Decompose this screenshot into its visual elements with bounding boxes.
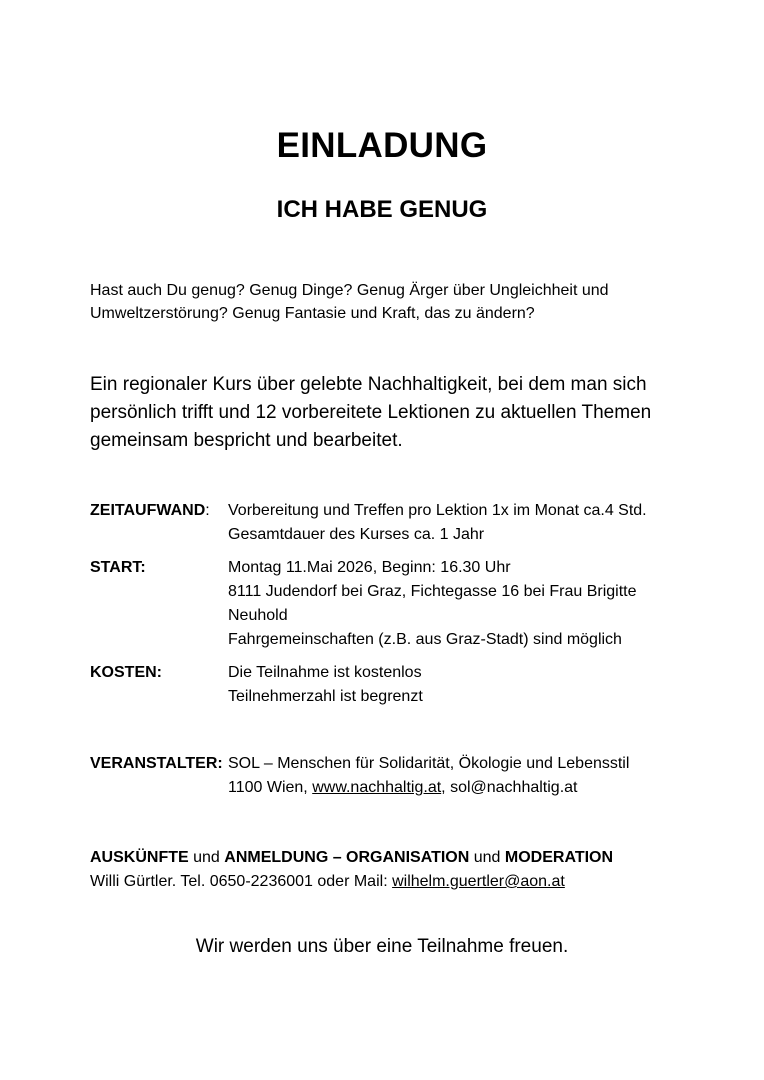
lead-line: persönlich trifft und 12 vorbereitete Lektionen zu aktuellen Themen <box>90 402 652 423</box>
contact-section <box>90 846 730 894</box>
intro-line: Umweltzerstörung? Genug Fantasie und Kraft, das zu ändern? <box>90 305 535 322</box>
contact-heading-part: AUSKÜNFTE <box>90 849 189 866</box>
contact-heading-part: ANMELDUNG – ORGANISATION <box>224 849 470 866</box>
website-link[interactable]: www.nachhaltig.at <box>312 779 442 796</box>
detail-value <box>228 499 728 547</box>
contact-phone-text: Willi Gürtler. Tel. 0650-2236001 oder Mail: <box>90 873 393 890</box>
closing-line: Wir werden uns über eine Teilnahme freuen. <box>195 936 569 957</box>
email-link[interactable]: wilhelm.guertler@aon.at <box>392 873 565 890</box>
detail-label: VERANSTALTER: <box>90 755 223 772</box>
detail-value <box>228 752 728 800</box>
lead-line: gemeinsam bespricht und bearbeitet. <box>90 430 403 451</box>
detail-line: Neuhold <box>228 607 288 624</box>
contact-heading-connector: und <box>188 849 225 866</box>
detail-line: Fahrgemeinschaften (z.B. aus Graz-Stadt) sind möglich <box>228 631 622 648</box>
detail-label: START: <box>90 559 146 576</box>
page-subtitle: ICH HABE GENUG <box>276 196 488 223</box>
detail-line: Vorbereitung und Treffen pro Lektion 1x im Monat ca.4 Std. <box>228 502 647 519</box>
contact-heading <box>90 846 730 870</box>
detail-value <box>228 661 728 709</box>
intro-line: Hast auch Du genug? Genug Dinge? Genug Ärger über Ungleichheit und <box>90 282 609 299</box>
detail-line: Die Teilnahme ist kostenlos <box>228 664 422 681</box>
detail-line <box>228 776 728 800</box>
contact-line <box>90 870 730 894</box>
contact-heading-connector: und <box>469 849 505 866</box>
contact-heading-part: MODERATION <box>504 849 614 866</box>
detail-label-colon: : <box>205 502 210 519</box>
email-text: , sol@nachhaltig.at <box>441 779 578 796</box>
page-title: EINLADUNG <box>276 126 488 165</box>
lead-line: Ein regionaler Kurs über gelebte Nachhaltigkeit, bei dem man sich <box>90 374 647 395</box>
address-text: 1100 Wien, <box>228 779 313 796</box>
detail-label-text: ZEITAUFWAND <box>90 502 206 519</box>
detail-value <box>228 556 728 652</box>
detail-label <box>90 499 210 523</box>
detail-line: Teilnehmerzahl ist begrenzt <box>228 688 423 705</box>
detail-line: SOL – Menschen für Solidarität, Ökologie und Lebensstil <box>228 755 630 772</box>
intro-paragraph <box>90 279 730 325</box>
detail-line: 8111 Judendorf bei Graz, Fichtegasse 16 bei Frau Brigitte <box>228 583 637 600</box>
lead-paragraph <box>90 371 730 455</box>
detail-line: Gesamtdauer des Kurses ca. 1 Jahr <box>228 526 485 543</box>
detail-line: Montag 11.Mai 2026, Beginn: 16.30 Uhr <box>228 559 511 576</box>
detail-label: KOSTEN: <box>90 664 162 681</box>
